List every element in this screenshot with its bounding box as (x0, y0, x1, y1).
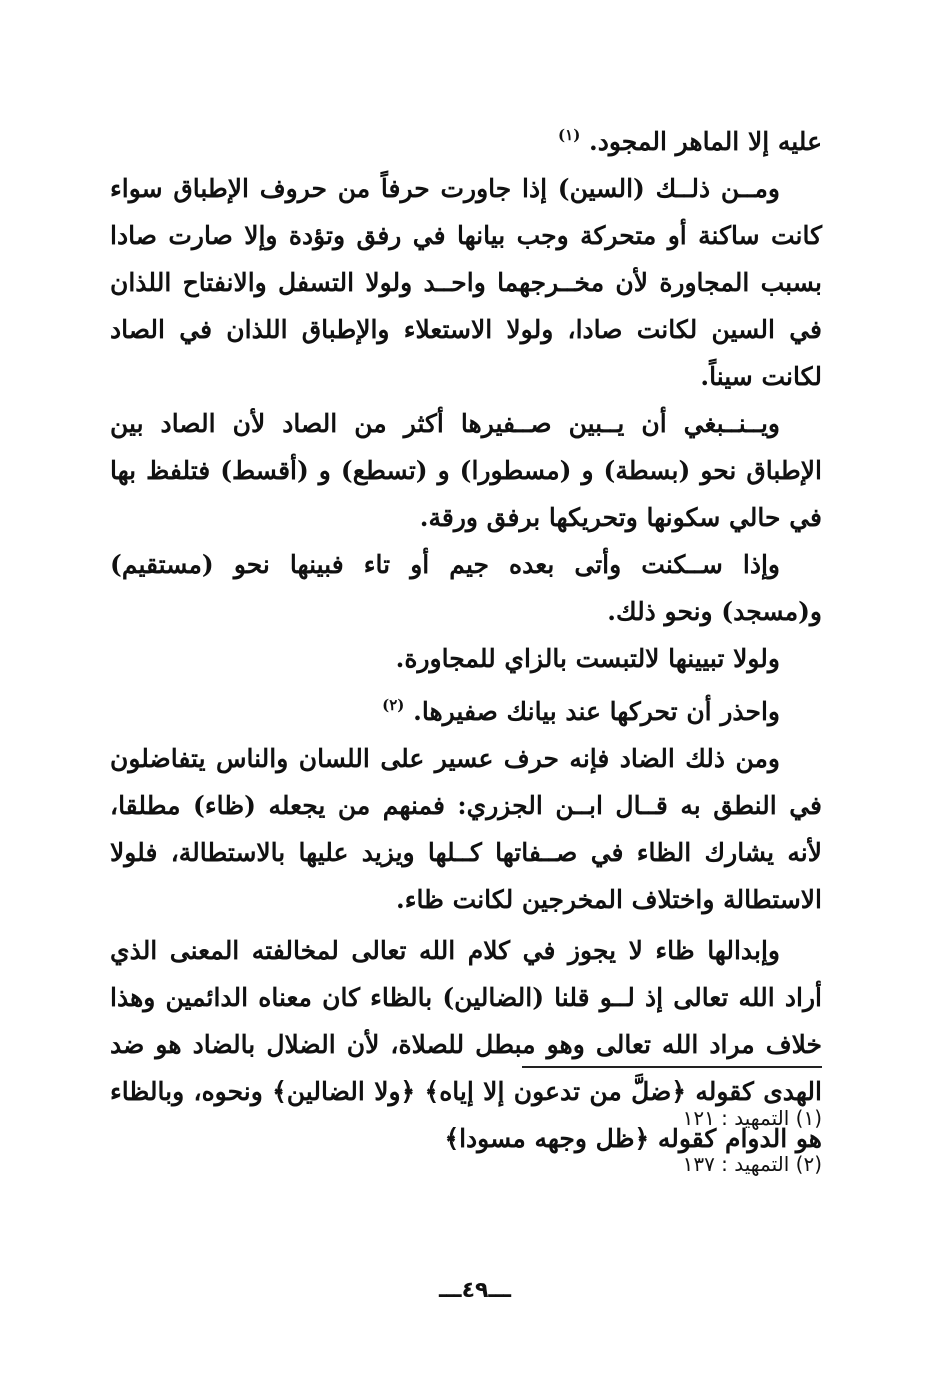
footnote-2: (٢) التمهيد : ١٣٧ (682, 1152, 822, 1176)
main-text (110, 112, 822, 1162)
footnotes (683, 1095, 822, 1187)
footnote-ref-2: (٢) (382, 696, 405, 714)
paragraph-2: ويــنــبغي أن يــبين صــفيرها أكثر من الصاد لأن الصاد بين الإطباق نحو (بسطة) و (مسطورا) و (تسطع) و (أقسط) فتلفظ بها في حالي سكونها وتحريكها برفق ورقة. (110, 409, 822, 532)
verse-line-2-text: واحذر أن تحركها عند بيانك صفيرها. (413, 697, 780, 726)
page-number: ـــ٤٩ـــ (439, 1278, 511, 1303)
footnote-divider (522, 1066, 822, 1068)
verse-line-1: ولولا تبيينها لالتبست بالزاي للمجاورة. (395, 644, 780, 673)
verse-line-2 (110, 682, 822, 735)
footnote-1: (١) التمهيد : ١٢١ (682, 1106, 822, 1130)
paragraph-5: وإبدالها ظاء لا يجوز في كلام الله تعالى لمخالفته المعنى الذي أراد الله تعالى إذ لــو قلنا (الضالين) بالظاء كان معناه الدائمين وهذا خلاف مراد الله تعالى وهو مبطل للصلاة، لأن الضلال بالضاد هو ضد الهدى كقوله ﴿ضلَّ من تدعون إلا إياه﴾ ﴿ولا الضالين﴾ ونحوه، وبالظاء هو الدوام كقوله ﴿ظل وجهه مسودا﴾ (110, 936, 822, 1153)
paragraph-0 (110, 112, 822, 165)
paragraph-3: وإذا ســكنت وأتى بعده جيم أو تاء فبينها نحو (مستقيم) و(مسجد) ونحو ذلك. (110, 550, 822, 626)
paragraph-0-text: عليه إلا الماهر المجود. (589, 127, 822, 156)
footnote-ref-1: (١) (558, 126, 581, 144)
paragraph-4: ومن ذلك الضاد فإنه حرف عسير على اللسان والناس يتفاضلون في النطق به قــال ابــن الجزري: فمنهم من يجعله (ظاء) مطلقا، لأنه يشارك الظاء في صــفاتها كــلها ويزيد عليها بالاستطالة، فلولا الاستطالة واختلاف المخرجين لكانت ظاء. (110, 744, 822, 914)
paragraph-1: ومــن ذلــك (السين) إذا جاورت حرفاً من حروف الإطباق سواء كانت ساكنة أو متحركة وجب بيانها في رفق وتؤدة وإلا صارت صادا بسبب المجاورة لأن مخــرجهما واحــد ولولا التسفل والانفتاح اللذان في السين لكانت صادا، ولولا الاستعلاء والإطباق اللذان في الصاد لكانت سيناً. (110, 174, 822, 391)
